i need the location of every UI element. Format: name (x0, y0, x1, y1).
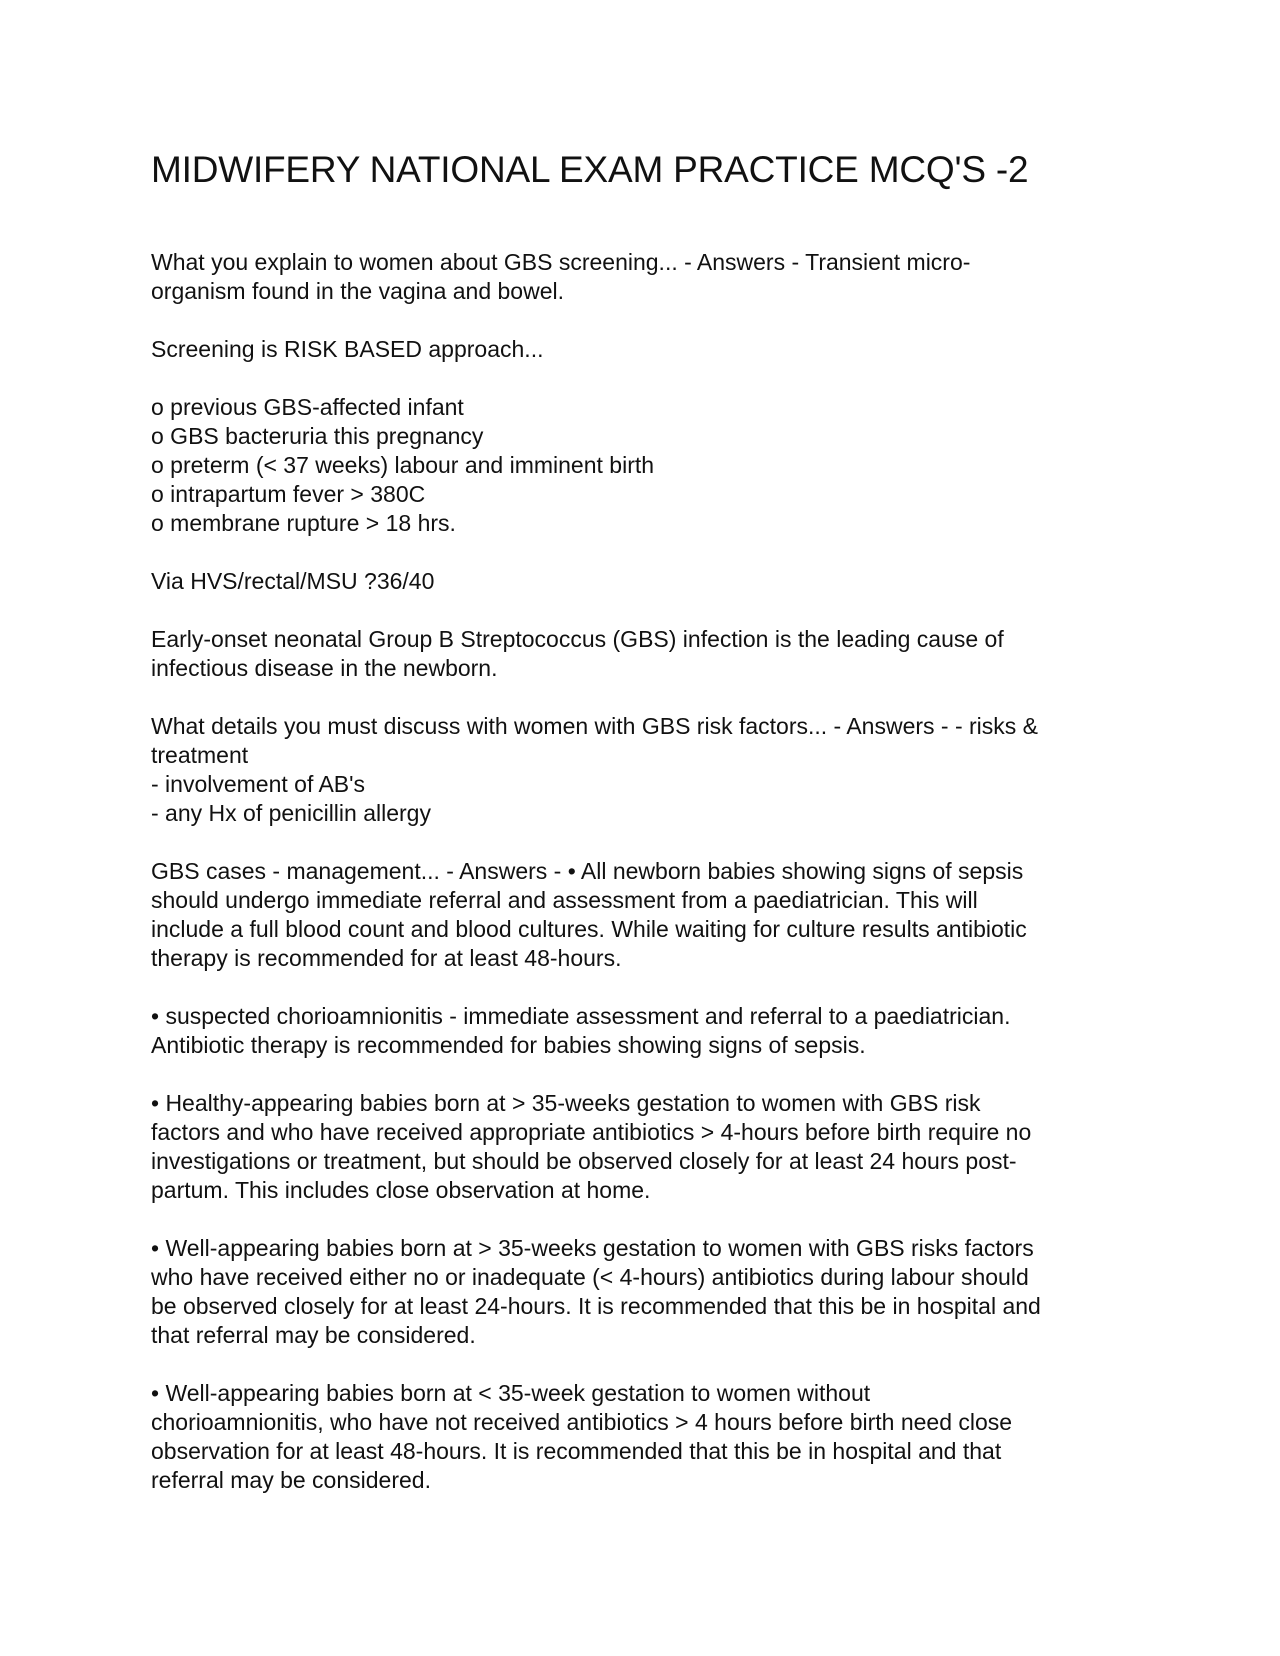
text-line: treatment (151, 742, 249, 768)
document-body (151, 248, 1131, 1495)
text-line: organism found in the vagina and bowel. (151, 278, 565, 304)
text-line: referral may be considered. (151, 1467, 431, 1493)
text-line: chorioamnionitis, who have not received antibiotics > 4 hours before birth need close (151, 1409, 1013, 1435)
text-line: partum. This includes close observation at home. (151, 1177, 651, 1203)
paragraph (151, 857, 1131, 973)
text-line: • Well-appearing babies born at < 35-week gestation to women without (151, 1380, 871, 1406)
text-line: - involvement of AB's (151, 771, 366, 797)
paragraph (151, 625, 1131, 683)
text-line: o GBS bacteruria this pregnancy (151, 423, 484, 449)
document-page (151, 148, 1131, 1524)
text-line: infectious disease in the newborn. (151, 655, 498, 681)
text-line: Via HVS/rectal/MSU ?36/40 (151, 568, 435, 594)
text-line: include a full blood count and blood cultures. While waiting for culture results antibiotic (151, 916, 1027, 942)
text-line: should undergo immediate referral and assessment from a paediatrician. This will (151, 887, 978, 913)
text-line: What details you must discuss with women with GBS risk factors... - Answers - - risks & (151, 713, 1039, 739)
text-line: What you explain to women about GBS screening... - Answers - Transient micro- (151, 249, 971, 275)
document-title: MIDWIFERY NATIONAL EXAM PRACTICE MCQ'S -2 (151, 149, 1029, 190)
text-line: observation for at least 48-hours. It is recommended that this be in hospital and that (151, 1438, 1002, 1464)
text-line: factors and who have received appropriate antibiotics > 4-hours before birth require no (151, 1119, 1032, 1145)
paragraph (151, 567, 1131, 596)
text-line: be observed closely for at least 24-hours. It is recommended that this be in hospital and (151, 1293, 1041, 1319)
paragraph (151, 248, 1131, 306)
paragraph (151, 335, 1131, 364)
text-line: o membrane rupture > 18 hrs. (151, 510, 456, 536)
text-line: o intrapartum fever > 380C (151, 481, 426, 507)
text-line: GBS cases - management... - Answers - • All newborn babies showing signs of sepsis (151, 858, 1024, 884)
text-line: • Healthy-appearing babies born at > 35-weeks gestation to women with GBS risk (151, 1090, 981, 1116)
paragraph (151, 1002, 1131, 1060)
text-line: o previous GBS-affected infant (151, 394, 464, 420)
text-line: investigations or treatment, but should be observed closely for at least 24 hours post- (151, 1148, 1017, 1174)
text-line: - any Hx of penicillin allergy (151, 800, 431, 826)
text-line: that referral may be considered. (151, 1322, 476, 1348)
text-line: • Well-appearing babies born at > 35-weeks gestation to women with GBS risks factors (151, 1235, 1034, 1261)
paragraph (151, 1089, 1131, 1205)
paragraph (151, 712, 1131, 828)
text-line: • suspected chorioamnionitis - immediate assessment and referral to a paediatrician. (151, 1003, 1011, 1029)
text-line: Screening is RISK BASED approach... (151, 336, 544, 362)
text-line: therapy is recommended for at least 48-hours. (151, 945, 622, 971)
paragraph (151, 393, 1131, 538)
text-line: Antibiotic therapy is recommended for babies showing signs of sepsis. (151, 1032, 866, 1058)
text-line: Early-onset neonatal Group B Streptococcus (GBS) infection is the leading cause of (151, 626, 1004, 652)
paragraph (151, 1379, 1131, 1495)
text-line: who have received either no or inadequate (< 4-hours) antibiotics during labour should (151, 1264, 1029, 1290)
text-line: o preterm (< 37 weeks) labour and imminent birth (151, 452, 655, 478)
paragraph (151, 1234, 1131, 1350)
